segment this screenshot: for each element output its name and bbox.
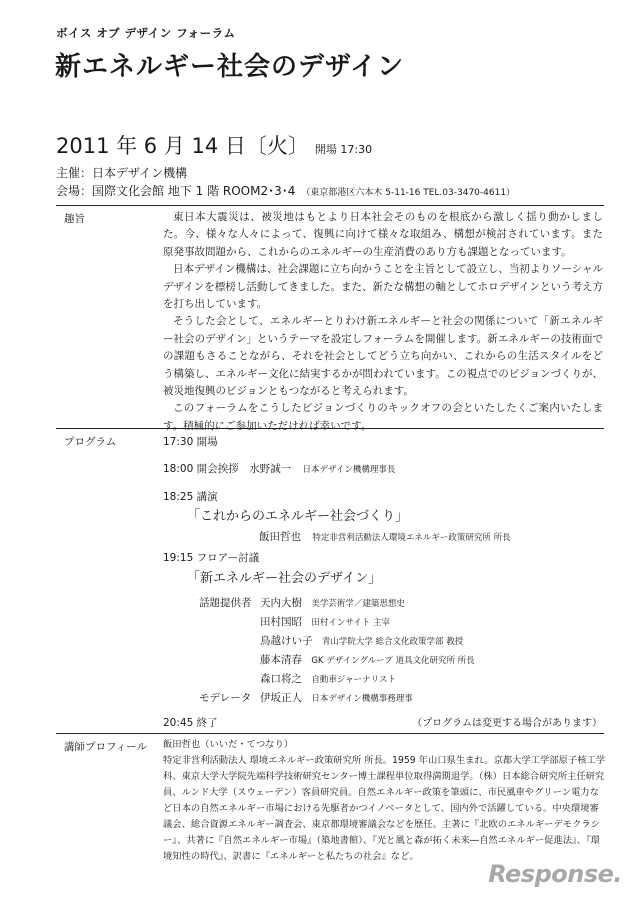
panelist-name: 天内大樹 bbox=[260, 597, 302, 609]
profile-name: 飯田哲也（いいだ・てつなり） bbox=[163, 739, 294, 750]
venue bbox=[56, 182, 515, 199]
panelist-role: 美学芸術学／建築思想史 bbox=[311, 599, 405, 609]
program-close: 20:45 終了 bbox=[163, 717, 218, 729]
purpose-text bbox=[163, 209, 603, 435]
panelist bbox=[260, 671, 396, 686]
lecture-speaker bbox=[259, 529, 511, 544]
program-note: （プログラムは変更する場合があります） bbox=[412, 718, 602, 729]
profile-label: 講師プロフィール bbox=[64, 741, 147, 753]
floor-title: 「新エネルギー社会のデザイン」 bbox=[187, 571, 382, 586]
panelist-name: 田村国昭 bbox=[260, 616, 302, 628]
divider bbox=[56, 733, 604, 734]
divider bbox=[56, 428, 604, 429]
panelist-role: GK デザイングループ 道具文化研究所 所長 bbox=[311, 656, 475, 666]
moderator-name: 伊坂正人 bbox=[260, 692, 302, 704]
profile-body: 特定非営利活動法人 環境エネルギー政策研究所 所長。1959 年山口県生まれ。京都大学工学部原子核工学科、東京大学大学院先端科学技術研究センター博士課程単位取得満期退学。（株）日本総合研究所主任研究員、ルンド大学（スウェーデン）客員研究員。自然エネルギー政策を筆頭に、市民風車やグリーン電力など日本の自然エネルギー市場における先駆者かつイノベータとして、国内外で活躍している。中央環境審議会、総合資源エネルギー調査会、東京都環境審議会などを歴任。主著に『北欧のエネルギーデモクラシー』、共著に『自然エネルギー市場』（築地書館）、『光と風と森が拓く未来―自然エネルギー促進法』、『環境知性の時代』、訳書に『エネルギーと私たちの社会』など。 bbox=[163, 755, 606, 862]
panelist-name: 藤本清春 bbox=[260, 654, 302, 666]
venue-name: 会場：国際文化会館 地下 1 階 ROOM2･3･4 bbox=[56, 184, 296, 198]
floor-time: 19:15 フロアー討議 bbox=[163, 552, 260, 564]
purpose-paragraph: このフォーラムをこうしたビジョンづくりのキックオフの会といたしたくご案内いたします。積極的にご参加いただければ幸いです。 bbox=[163, 402, 603, 432]
lecture-speaker-role: 特定非営利活動法人環境エネルギー政策研究所 所長 bbox=[312, 533, 511, 543]
panelist-role: 青山学院大学 総合文化政策学部 教授 bbox=[321, 637, 464, 647]
profile-text bbox=[163, 737, 608, 865]
lecture-title: 「これからのエネルギー社会づくり」 bbox=[187, 509, 409, 524]
panelist bbox=[260, 633, 463, 648]
panelist bbox=[260, 614, 390, 629]
divider bbox=[56, 205, 604, 206]
open-time: 開場 17:30 bbox=[314, 143, 373, 156]
panelist bbox=[260, 652, 475, 667]
program-list bbox=[163, 434, 603, 734]
panelist-role: 田村インサイト 主宰 bbox=[311, 618, 390, 628]
panelist bbox=[260, 595, 405, 610]
panelist-name: 森口将之 bbox=[260, 673, 302, 685]
moderator bbox=[260, 690, 413, 705]
event-date-text: 2011 年 6 月 14 日〔火〕 bbox=[56, 134, 309, 158]
panelist-name: 鳥越けい子 bbox=[260, 635, 313, 647]
purpose-paragraph: 日本デザイン機構は、社会課題に立ち向かうことを主旨として設立し、当初よりソーシャルデザインを標榜し活動してきました。また、新たな構想の軸としてホロデザインという考え方を打ち出しています。 bbox=[163, 263, 603, 311]
watermark: Response. bbox=[488, 860, 622, 888]
panelist-role: 自動車ジャーナリスト bbox=[311, 675, 397, 685]
organizer: 主催：日本デザイン機構 bbox=[56, 166, 188, 180]
greeting-text: 18:00 開会挨拶 水野誠一 bbox=[163, 463, 292, 475]
page-title: 新エネルギー社会のデザイン bbox=[55, 52, 405, 82]
purpose-paragraph: 東日本大震災は、被災地はもとより日本社会そのものを根底から激しく揺り動かしました。今、様々な人々によって、復興に向けて様々な取組み、構想が検討されています。また原発事故問題から、これからのエネルギーの生産消費のあり方も課題となっています。 bbox=[163, 211, 603, 258]
lecture-time: 18:25 講演 bbox=[163, 491, 218, 503]
program-open: 17:30 開場 bbox=[163, 436, 218, 448]
moderator-role: 日本デザイン機構事務理事 bbox=[311, 694, 413, 704]
lecture-speaker-name: 飯田哲也 bbox=[259, 531, 301, 543]
purpose-paragraph: そうした会として、エネルギーとりわけ新エネルギーと社会の関係について「新エネルギー社会のデザイン」というテーマを設定しフォーラムを開催します。新エネルギーの技術面での課題もさることながら、それを社会としてどう立ち向かい、これからの生活スタイルをどう構築し、エネルギー文化に結実するかが問われています。この視点でのビジョンづくりが、被災地復興のビジョンともつながると考えられます。 bbox=[163, 315, 604, 398]
event-date bbox=[56, 130, 372, 160]
moderator-label: モデレータ bbox=[199, 692, 252, 704]
greeting-role: 日本デザイン機構理事長 bbox=[302, 465, 396, 475]
panel-label: 話題提供者 bbox=[199, 597, 252, 609]
forum-subtitle: ボイス オブ デザイン フォーラム bbox=[56, 26, 236, 40]
venue-address: （東京都港区六本木 5-11-16 TEL.03-3470-4611） bbox=[301, 188, 516, 198]
program-label: プログラム bbox=[64, 436, 117, 448]
purpose-label: 趣旨 bbox=[64, 213, 85, 225]
program-greeting bbox=[163, 461, 395, 476]
